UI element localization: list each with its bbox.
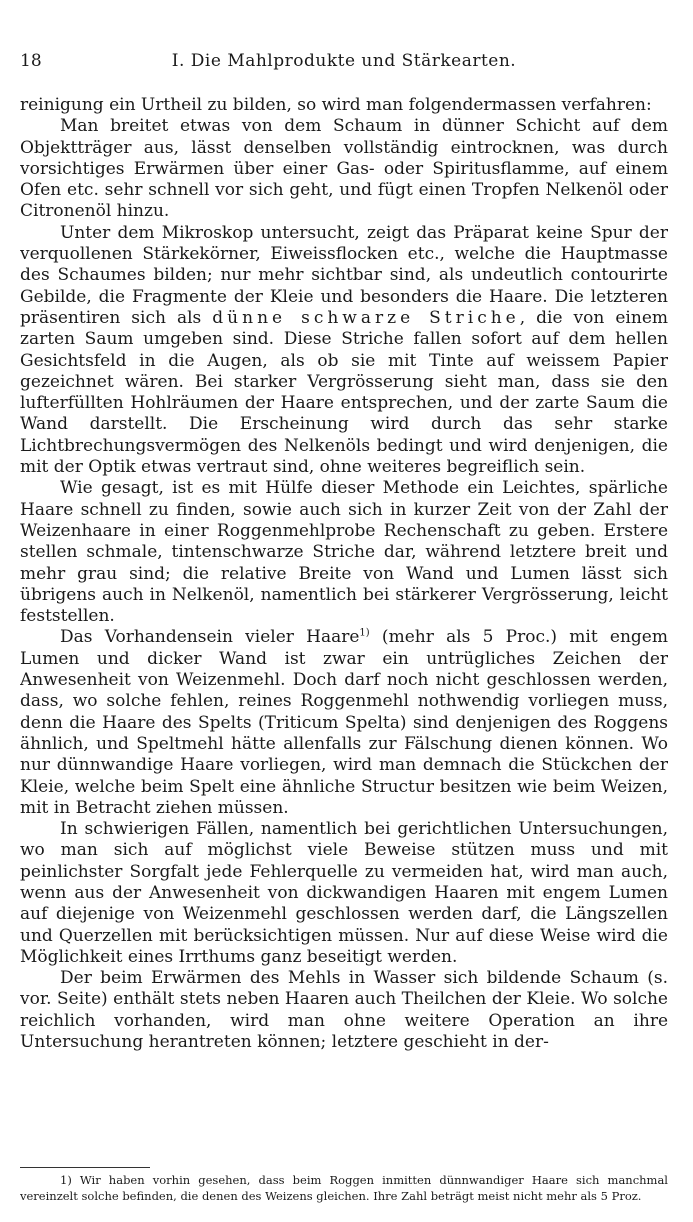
paragraph-3-text-b: , die von einem zarten Saum umgeben sind. Diese Striche fallen sofort auf dem hellen Gesichtsfeld in die Augen, als ob sie mit Tinte auf weissem Papier gezeichnet wären. Bei starker Vergrösserung sieht man, dass sie den lufterfüllten Hohlräumen der Haare entsprechen, und der zarte Saum die Wand darstellt. Die Erscheinung wird durch das sehr starke Lichtbrechungsvermögen des Nelkenöls bedingt und wird denjenigen, die mit der Optik etwas vertraut sind, ohne weiteres begreiflich sein. <box>20 307 668 478</box>
paragraph-3-text-a: Unter dem Mikroskop untersucht, zeigt das Präparat keine Spur der verquollenen Stärkekörner, Eiweissflocken etc., welche die Hauptmasse des Schaumes bilden; nur mehr sichtbar sind, als undeutlich contourirte Gebilde, die Fragmente der Kleie und besonders die Haare. Die letzteren präsentiren sich als <box>20 222 668 328</box>
footnote-divider <box>20 1167 150 1168</box>
running-head-title: I. Die Mahlprodukte und Stärkearten. <box>171 51 517 71</box>
footnote: 1) Wir haben vorhin gesehen, dass beim Roggen inmitten dünnwandiger Haare sich manchmal vereinzelt solche befinden, die denen des Weizens gleichen. Ihre Zahl beträgt meist nicht mehr als 5 Proz. <box>20 1173 668 1203</box>
emphasis-spaced: dünne schwarze Striche <box>212 307 520 328</box>
paragraph-5-text-b: (mehr als 5 Proc.) mit engem Lumen und dicker Wand ist zwar ein untrügliches Zeichen der Anwesenheit von Weizenmehl. Doch darf noch nicht geschlossen werden, dass, wo solche fehlen, reines Roggenmehl nothwendig vorliegen muss, denn die Haare des Spelts (Triticum Spelta) sind denjenigen des Roggens ähnlich, und Speltmehl hätte allenfalls zur Fälschung dienen können. Wo nur dünnwandige Haare vorliegen, wird man demnach die Stückchen der Kleie, welche beim Spelt eine ähnliche Structur besitzen wie beim Weizen, mit in Betracht ziehen müssen. <box>20 627 668 818</box>
footnote-marker: 1) <box>359 627 370 639</box>
book-page <box>20 0 668 1222</box>
paragraph-5 <box>20 627 668 819</box>
paragraph-4: Wie gesagt, ist es mit Hülfe dieser Methode ein Leichtes, spärliche Haare schnell zu finden, sowie auch sich in kurzer Zeit von der Zahl der Weizenhaare in einer Roggenmehlprobe Rechenschaft zu geben. Erstere stellen schmale, tintenschwarze Striche dar, während letztere breit und mehr grau sind; die relative Breite von Wand und Lumen lässt sich übrigens auch in Nelkenöl, namentlich bei stärkerer Vergrösserung, leicht feststellen. <box>20 478 668 627</box>
paragraph-3 <box>20 223 668 479</box>
paragraph-1: reinigung ein Urtheil zu bilden, so wird man folgendermassen verfahren: <box>20 95 652 115</box>
paragraph-6: In schwierigen Fällen, namentlich bei gerichtlichen Untersuchungen, wo man sich auf möglichst viele Beweise stützen muss und mit peinlichster Sorgfalt jede Fehlerquelle zu vermeiden hat, wird man auch, wenn aus der Anwesenheit von dickwandigen Haaren mit engem Lumen auf diejenige von Weizenmehl geschlossen werden darf, die Längszellen und Querzellen mit berücksichtigen müssen. Nur auf diese Weise wird die Möglichkeit eines Irrthums ganz beseitigt werden. <box>20 819 668 967</box>
body-text <box>20 95 668 1053</box>
paragraph-5-text-a: Das Vorhandensein vieler Haare <box>60 627 360 648</box>
running-head <box>20 50 668 72</box>
paragraph-2: Man breitet etwas von dem Schaum in dünner Schicht auf dem Objektträger aus, lässt denselben vollständig eintrocknen, was durch vorsichtiges Erwärmen über einer Gas- oder Spiritusflamme, auf einem Ofen etc. sehr schnell vor sich geht, und fügt einen Tropfen Nelkenöl oder Citronenöl hinzu. <box>20 116 668 222</box>
page-number: 18 <box>20 51 42 71</box>
paragraph-7: Der beim Erwärmen des Mehls in Wasser sich bildende Schaum (s. vor. Seite) enthält stets neben Haaren auch Theilchen der Kleie. Wo solche reichlich vorhanden, wird man ohne weitere Operation an ihre Untersuchung herantreten können; letztere geschieht in der- <box>20 968 668 1053</box>
